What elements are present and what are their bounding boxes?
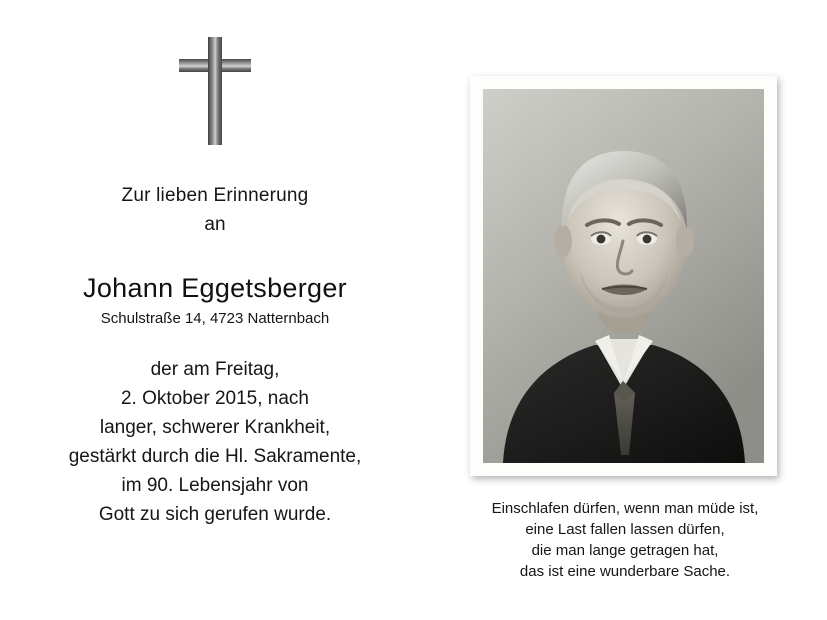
portrait-image <box>483 89 764 463</box>
cross-icon <box>0 36 430 146</box>
passage-line: Gott zu sich gerufen wurde. <box>98 504 332 525</box>
memory-line-2: an <box>204 214 226 235</box>
deceased-address: Schulstraße 14, 4723 Natternbach <box>100 310 330 327</box>
passage-line: im 90. Lebensjahr von <box>121 475 309 496</box>
deceased-name: Johann Eggetsberger <box>83 273 347 303</box>
passage-line: der am Freitag, <box>150 359 280 380</box>
portrait-frame <box>470 76 777 476</box>
passage-line: gestärkt durch die Hl. Sakramente, <box>68 446 362 467</box>
passage-line: 2. Oktober 2015, nach <box>120 388 309 409</box>
passage-text <box>0 355 430 529</box>
passage-line: langer, schwerer Krankheit, <box>99 417 331 438</box>
verse-line: eine Last fallen lassen dürfen, <box>525 521 725 538</box>
portrait-photo <box>483 89 764 463</box>
verse-line: Einschlafen dürfen, wenn man müde ist, <box>491 500 759 517</box>
verse-line: das ist eine wunderbare Sache. <box>519 563 731 580</box>
latin-cross-icon <box>179 37 251 145</box>
verse-line: die man lange getragen hat, <box>531 542 719 559</box>
memory-line-1: Zur lieben Erinnerung <box>121 185 309 206</box>
verse-text <box>440 498 810 582</box>
